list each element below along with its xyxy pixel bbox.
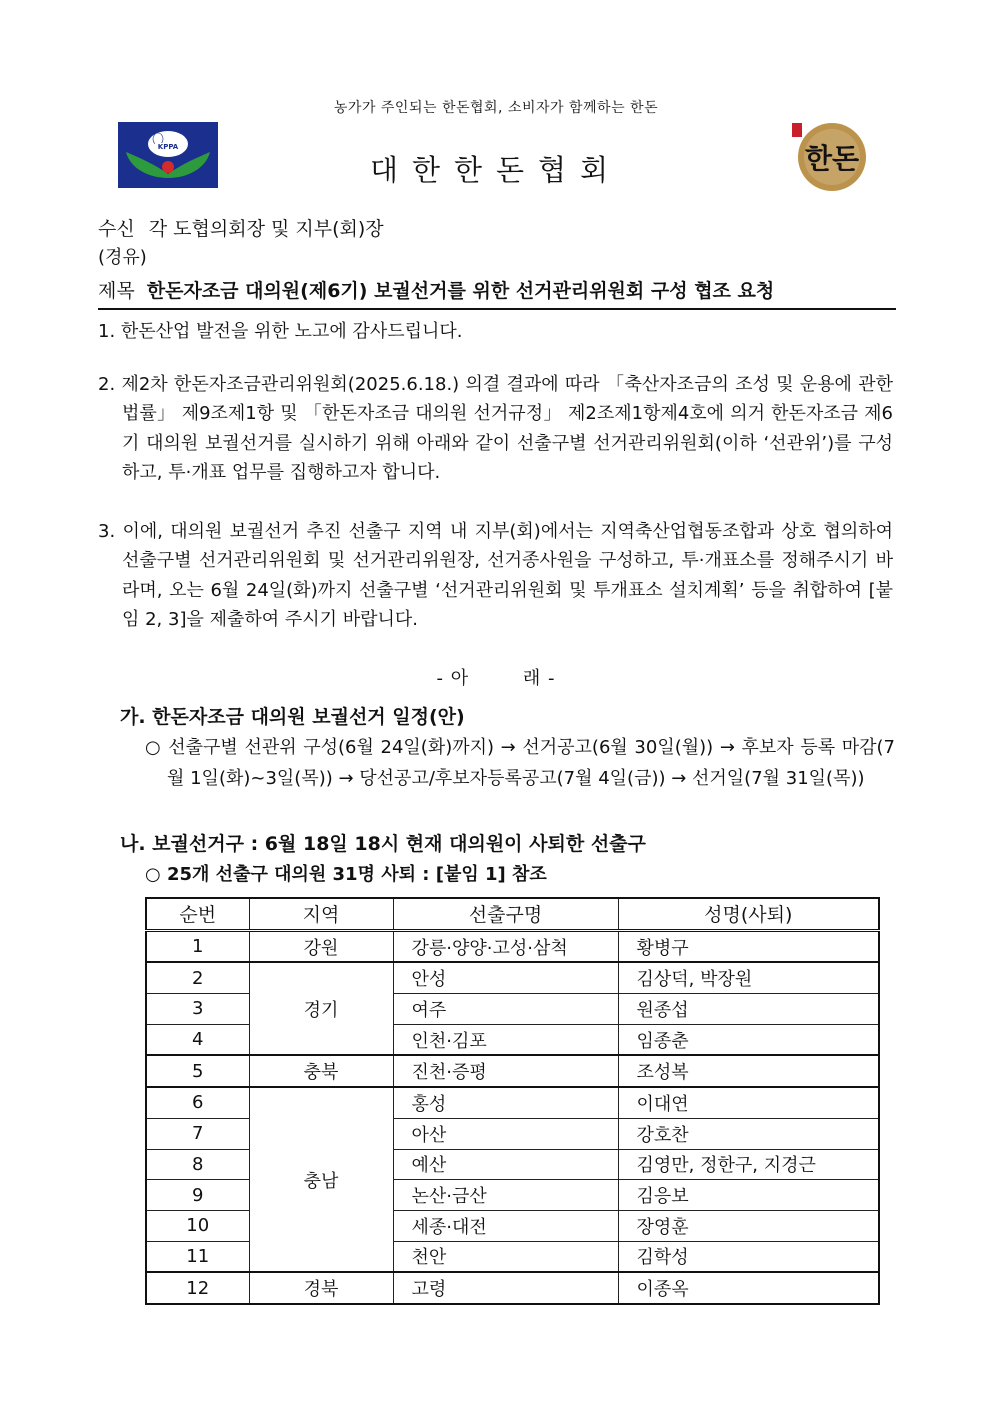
ahrae-heading: - 아 래 - (436, 668, 556, 689)
cell-no: 7 (146, 1118, 249, 1149)
subject-label: 제목 (98, 280, 135, 302)
cell-names: 강호찬 (618, 1118, 879, 1149)
cell-district: 논산·금산 (393, 1180, 618, 1211)
cell-no: 2 (146, 962, 249, 993)
cell-no: 11 (146, 1241, 249, 1272)
paragraph-1 (98, 317, 893, 346)
section-a-item (145, 733, 895, 794)
col-header-names: 성명(사퇴) (618, 898, 879, 930)
cell-district: 아산 (393, 1118, 618, 1149)
cell-no: 10 (146, 1210, 249, 1241)
handon-logo-text: 한돈 (804, 142, 860, 175)
cell-district: 인천·김포 (393, 1024, 618, 1055)
cell-district: 여주 (393, 994, 618, 1025)
cell-no: 3 (146, 994, 249, 1025)
cell-no: 5 (146, 1055, 249, 1087)
kppa-logo-text: KPPA (157, 143, 179, 151)
cell-district: 안성 (393, 962, 618, 993)
table-row (146, 962, 879, 993)
table-row (146, 1055, 879, 1087)
table-row (146, 930, 879, 962)
cell-district: 예산 (393, 1149, 618, 1180)
cell-names: 이대연 (618, 1087, 879, 1118)
cell-region: 경기 (249, 962, 393, 1055)
cell-names: 김응보 (618, 1180, 879, 1211)
col-header-region: 지역 (249, 898, 393, 930)
cell-district: 홍성 (393, 1087, 618, 1118)
via-line: (경유) (98, 247, 147, 268)
cell-district: 세종·대전 (393, 1210, 618, 1241)
recipient-value: 각 도협의회장 및 지부(회)장 (148, 218, 384, 240)
cell-names: 김상덕, 박장원 (618, 962, 879, 993)
withdrawal-table (145, 897, 880, 1305)
recipient-label: 수신 (98, 218, 135, 240)
section-a-item-text: ○ 선출구별 선관위 구성(6월 24일(화)까지) → 선거공고(6월 30일(월)) → 후보자 등록 마감(7월 1일(화)~3일(목)) → 당선공고/후보자등록공고(7월 4일(금)) → 선거일(7월 31일(목)) (145, 737, 895, 789)
paragraph-3-text: 3. 이에, 대의원 보궐선거 추진 선출구 지역 내 지부(회)에서는 지역축산업협동조합과 상호 협의하여 선출구별 선거관리위원회 및 선거관리위원장, 선거종사원을 구성하고, 투·개표소를 정해주시기 바라며, 오는 6월 24일(화)까지 선출구별 ‘선거관리위원회 및 투개표소 설치계획’ 등을 취합하여 [붙임 2, 3]을 제출하여 주시기 바랍니다. (98, 521, 893, 630)
cell-region: 강원 (249, 930, 393, 962)
cell-names: 조성복 (618, 1055, 879, 1087)
section-b-title: 나. 보궐선거구 : 6월 18일 18시 현재 대의원이 사퇴한 선출구 (120, 833, 646, 855)
cell-district: 강릉·양양·고성·삼척 (393, 930, 618, 962)
cell-region: 충북 (249, 1055, 393, 1087)
cell-no: 1 (146, 930, 249, 962)
paragraph-1-text: 1. 한돈산업 발전을 위한 노고에 감사드립니다. (98, 321, 463, 342)
cell-names: 이종옥 (618, 1272, 879, 1304)
handon-logo (786, 115, 876, 195)
cell-region: 경북 (249, 1272, 393, 1304)
paragraph-2 (98, 370, 893, 487)
cell-names: 원종섭 (618, 994, 879, 1025)
cell-district: 진천·증평 (393, 1055, 618, 1087)
slogan: 농가가 주인되는 한돈협회, 소비자가 함께하는 한돈 (333, 100, 659, 116)
cell-no: 4 (146, 1024, 249, 1055)
section-b-item: ○ 25개 선출구 대의원 31명 사퇴 : [붙임 1] 참조 (145, 864, 547, 885)
col-header-no: 순번 (146, 898, 249, 930)
section-a-title: 가. 한돈자조금 대의원 보궐선거 일정(안) (120, 706, 465, 728)
cell-no: 6 (146, 1087, 249, 1118)
cell-names: 장영훈 (618, 1210, 879, 1241)
cell-names: 임종춘 (618, 1024, 879, 1055)
cell-names: 김학성 (618, 1241, 879, 1272)
subject-line (98, 276, 896, 310)
col-header-district: 선출구명 (393, 898, 618, 930)
paragraph-3 (98, 517, 893, 634)
recipient-line (98, 214, 384, 241)
cell-no: 12 (146, 1272, 249, 1304)
cell-district: 천안 (393, 1241, 618, 1272)
table-row (146, 1272, 879, 1304)
cell-region: 충남 (249, 1087, 393, 1272)
organization-name: 대한한돈협회 (369, 153, 623, 187)
cell-names: 황병구 (618, 930, 879, 962)
table-row (146, 1087, 879, 1118)
cell-no: 8 (146, 1149, 249, 1180)
paragraph-2-text: 2. 제2차 한돈자조금관리위원회(2025.6.18.) 의결 결과에 따라 「축산자조금의 조성 및 운용에 관한 법률」 제9조제1항 및 「한돈자조금 대의원 선거규정」 제2조제1항제4호에 의거 한돈자조금 제6기 대의원 보궐선거를 실시하기 위해 아래와 같이 선출구별 선거관리위원회(이하 ‘선관위’)를 구성하고, 투·개표 업무를 집행하고자 합니다. (98, 374, 893, 483)
cell-district: 고령 (393, 1272, 618, 1304)
subject-value: 한돈자조금 대의원(제6기) 보궐선거를 위한 선거관리위원회 구성 협조 요청 (146, 280, 775, 302)
cell-no: 9 (146, 1180, 249, 1211)
cell-names: 김영만, 정한구, 지경근 (618, 1149, 879, 1180)
